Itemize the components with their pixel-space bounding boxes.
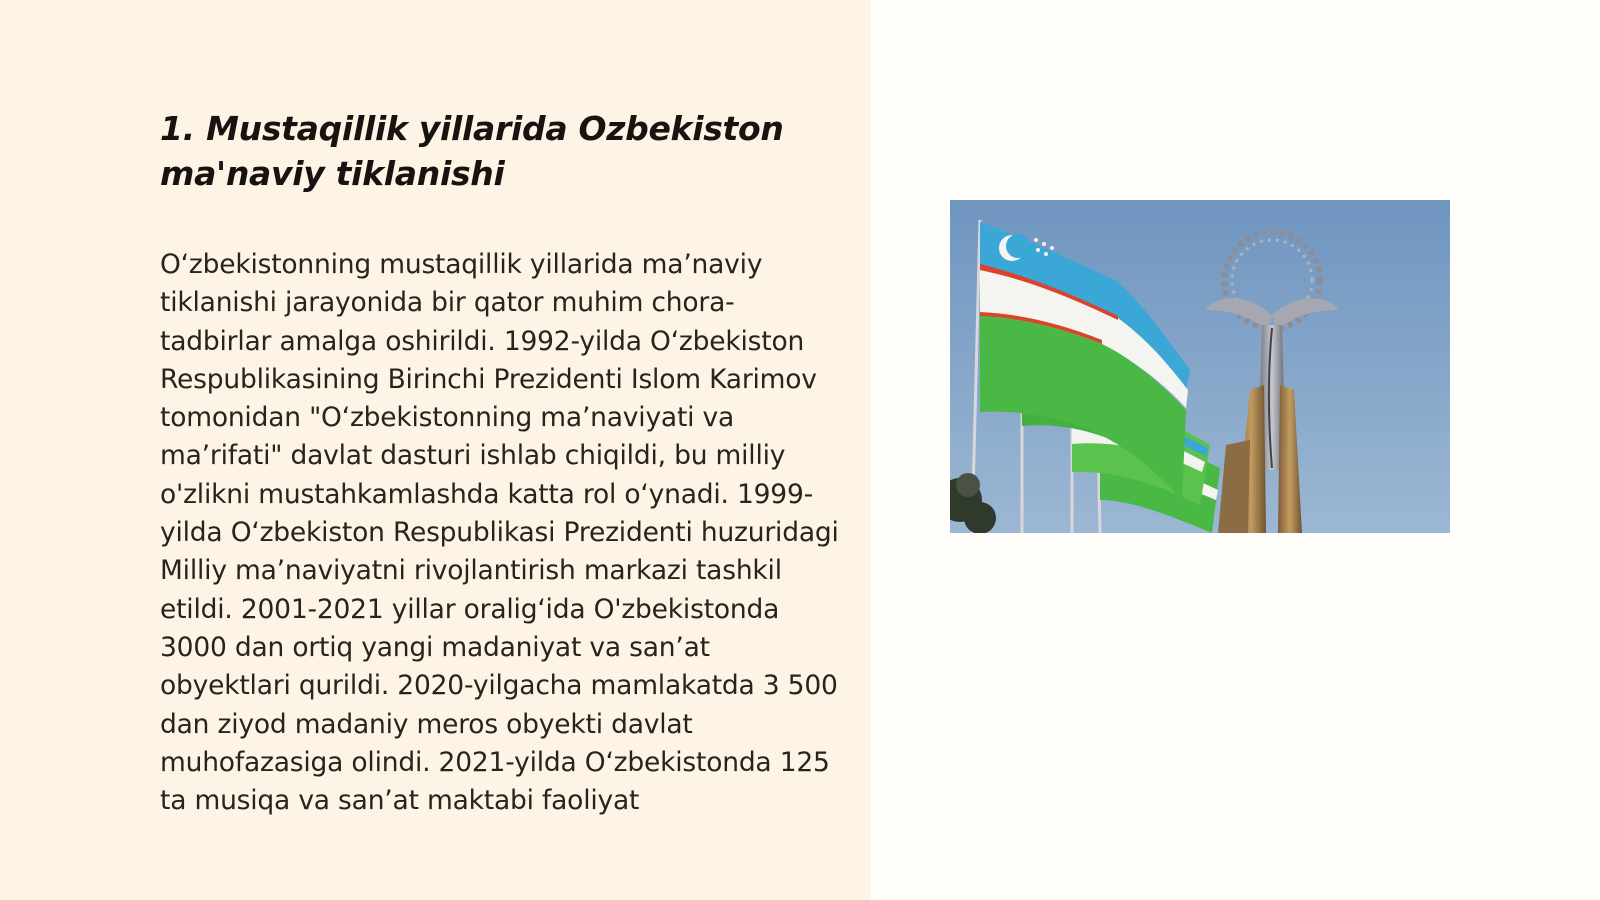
slide-body-text: O‘zbekistonning mustaqillik yillarida ma’naviy tiklanishi jarayonida bir qator muhim chora-tadbirlar amalga oshirildi. 1992-yilda O‘zbekiston Respublikasining Birinchi Prezidenti Islom Karimov tomonidan "O‘zbekistonning ma’naviyati va ma’rifati" davlat dasturi ishlab chiqildi, bu milliy o'zlikni mustahkamlashda katta rol o‘ynadi. 1999-yilda O‘zbekiston Respublikasi Prezidenti huzuridagi Milliy ma’naviyatni rivojlantirish markazi tashkil etildi. 2001-2021 yillar oralig‘ida O'zbekistonda 3000 dan ortiq yangi madaniyat va san’at obyektlari qurildi. 2020-yilgacha mamlakatda 3 500 dan ziyod madaniy meros obyekti davlat muhofazasiga olindi. 2021-yilda O‘zbekistonda 125 ta musiqa va san’at maktabi faoliyat xyxy=(160,249,839,817)
flags-monument-photo xyxy=(950,200,1450,533)
slide-title: 1. Mustaqillik yillarida Ozbekiston ma'naviy tiklanishi xyxy=(160,109,784,193)
